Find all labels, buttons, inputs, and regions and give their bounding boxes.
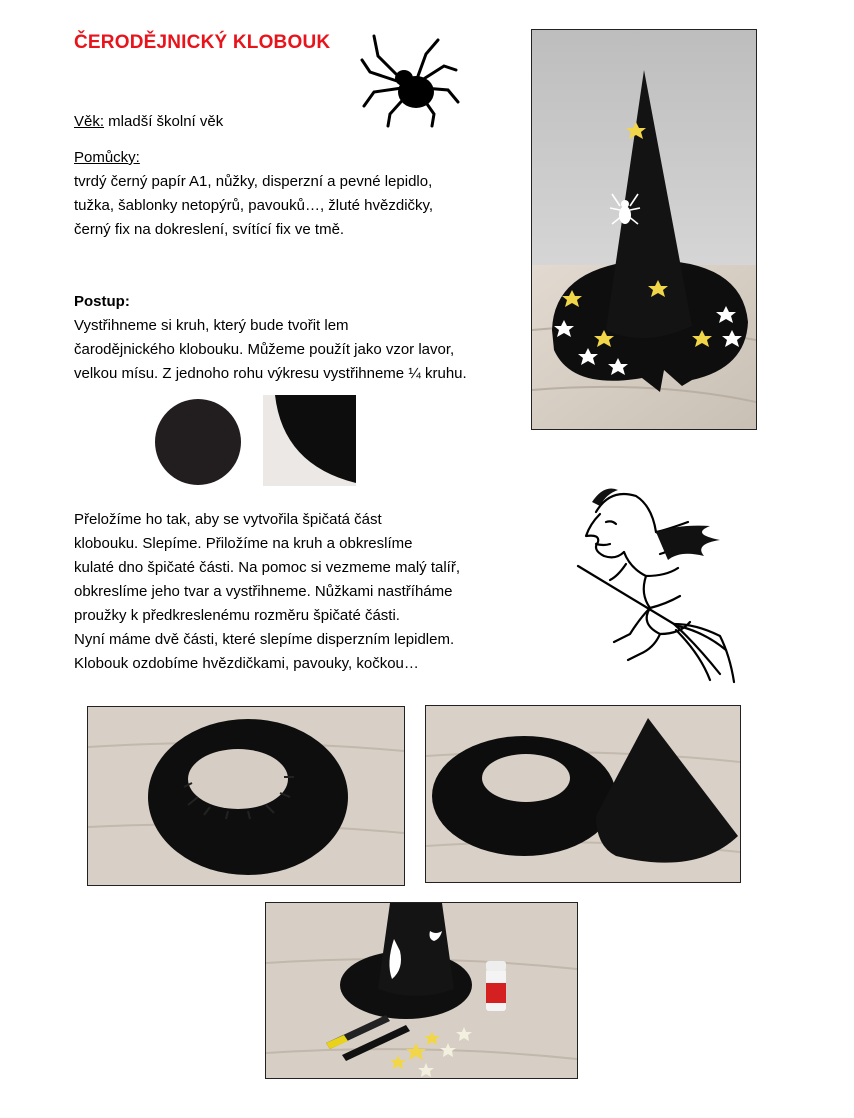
- tools-line: tužka, šablonky netopýrů, pavouků…, žluté hvězdičky,: [74, 197, 434, 214]
- finished-hat-photo: [531, 29, 757, 430]
- procedure2-line: obkreslíme jeho tvar a vystřihneme. Nůžkami nastříháme: [74, 583, 453, 600]
- quarter-circle-template-image: [263, 395, 356, 486]
- procedure-line: velkou mísu. Z jednoho rohu výkresu vystřihneme ¼ kruhu.: [74, 365, 467, 382]
- procedure2-line: Přeložíme ho tak, aby se vytvořila špičatá část: [74, 511, 382, 528]
- age-label: Věk:: [74, 113, 105, 130]
- procedure-continued: [74, 508, 460, 676]
- procedure2-line: Nyní máme dvě části, které slepíme disperzním lepidlem.: [74, 631, 455, 648]
- brim-with-strips-photo: [87, 706, 405, 886]
- procedure-section: [74, 290, 467, 386]
- circle-template-image: [154, 398, 242, 486]
- procedure2-line: Klobouk ozdobíme hvězdičkami, pavouky, kočkou…: [74, 655, 419, 672]
- procedure-line: čarodějnického klobouku. Můžeme použít jako vzor lavor,: [74, 341, 455, 358]
- procedure2-line: klobouku. Slepíme. Přiložíme na kruh a obkreslíme: [74, 535, 413, 552]
- tools-line: tvrdý černý papír A1, nůžky, disperzní a pevné lepidlo,: [74, 173, 433, 190]
- tools-line: černý fix na dokreslení, svítící fix ve tmě.: [74, 221, 345, 238]
- witch-illustration: [570, 484, 740, 684]
- spider-illustration: [360, 26, 460, 128]
- tools-label: Pomůcky:: [74, 149, 140, 166]
- procedure2-line: kulaté dno špičaté části. Na pomoc si vezmeme malý talíř,: [74, 559, 460, 576]
- procedure2-line: proužky k předkreslenému rozměru špičaté části.: [74, 607, 400, 624]
- tools-section: [74, 146, 433, 242]
- page-title: ČERODĚJNICKÝ KLOBOUK: [74, 32, 331, 53]
- age-value: mladší školní věk: [104, 113, 224, 130]
- brim-and-cone-photo: [425, 705, 741, 883]
- age-line: [74, 110, 223, 134]
- procedure-label: Postup:: [74, 293, 130, 310]
- procedure-line: Vystřihneme si kruh, který bude tvořit lem: [74, 317, 349, 334]
- decorating-hat-photo: [265, 902, 578, 1079]
